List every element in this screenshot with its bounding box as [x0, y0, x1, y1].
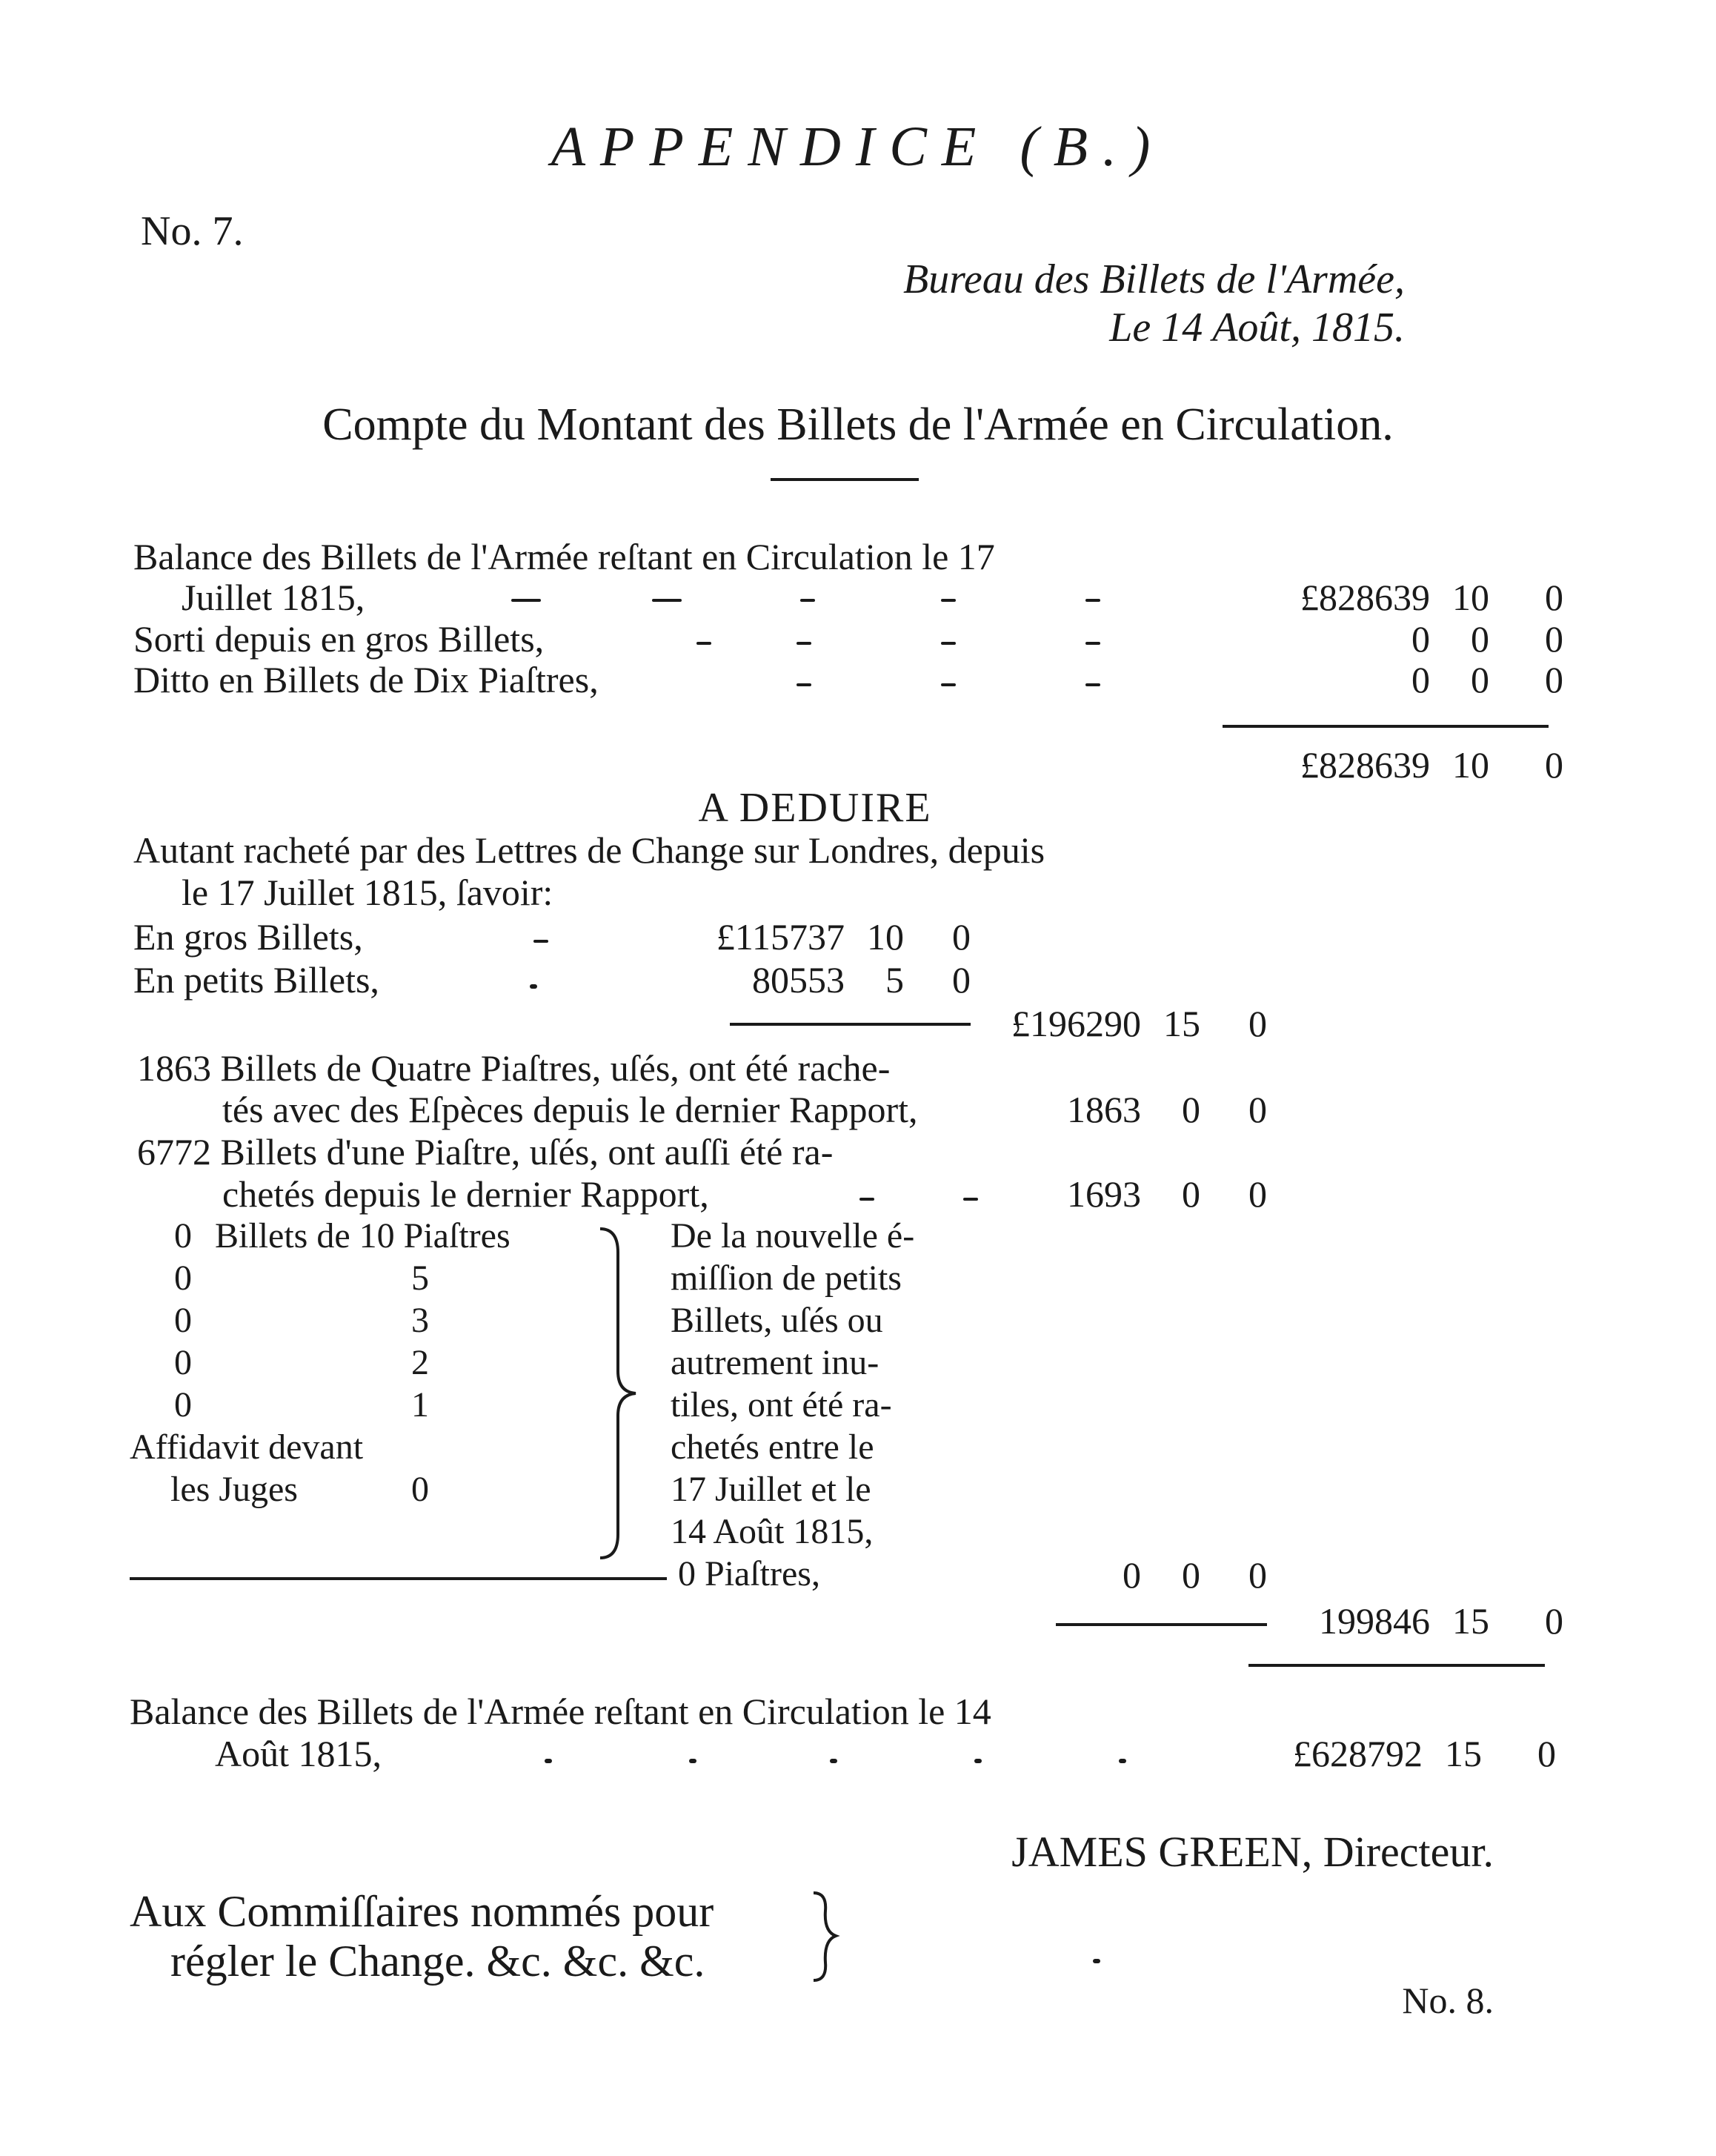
subtotal-shillings: 10	[1452, 744, 1489, 786]
new-issue-denom: 2	[411, 1343, 429, 1382]
subtotal-rule	[1223, 725, 1549, 728]
deduct-total-shillings: 15	[1452, 1600, 1489, 1642]
new-issue-rule	[130, 1577, 667, 1580]
deduct-heading: A DEDUIRE	[698, 785, 932, 831]
balance-end-pence: 0	[1537, 1733, 1556, 1774]
issued-ten-shillings: 0	[1471, 659, 1489, 700]
issued-large-pence: 0	[1545, 618, 1563, 660]
one-piastre-pounds: 1693	[1067, 1173, 1141, 1215]
curly-brace	[593, 1223, 645, 1564]
one-piastre-line1: 6772 Billets d'une Piaſtre, uſés, ont auſſi été ra-	[137, 1131, 834, 1172]
new-issue-denom: 5	[411, 1258, 429, 1298]
one-piastre-line2: chetés depuis le dernier Rapport,	[222, 1173, 709, 1215]
document-number: No. 7.	[141, 208, 244, 254]
new-issue-count: 0	[174, 1385, 192, 1424]
four-piastre-line2: tés avec des Eſpèces depuis le dernier Rapport,	[222, 1089, 918, 1130]
new-issue-note-line: 14 Août 1815,	[671, 1512, 874, 1551]
large-bills-shillings: 10	[867, 916, 904, 958]
deduct-intro-line2: le 17 Juillet 1815, ſavoir:	[182, 872, 553, 913]
deduct-total-pounds: 199846	[1319, 1600, 1430, 1642]
new-issue-count: 0	[174, 1343, 192, 1382]
new-issue-note-line: Billets, uſés ou	[671, 1301, 883, 1340]
deduct-total-rule	[1056, 1623, 1267, 1626]
balance-start-line1: Balance des Billets de l'Armée reſtant en Circulation le 17	[133, 536, 995, 577]
balance-start-pence: 0	[1545, 577, 1563, 618]
large-bills-pounds: £115737	[716, 916, 845, 958]
issued-large-shillings: 0	[1471, 618, 1489, 660]
leader-dot	[1119, 1759, 1126, 1763]
new-issue-denom: 3	[411, 1301, 429, 1340]
one-piastre-pence: 0	[1248, 1173, 1267, 1215]
large-bills-label: En gros Billets,	[133, 916, 363, 958]
bills-total-shillings: 15	[1163, 1003, 1200, 1044]
leader-dash	[859, 1198, 874, 1201]
leader-dash	[1085, 642, 1100, 645]
issued-ten-pounds: 0	[1411, 659, 1430, 700]
leader-dash	[533, 940, 548, 943]
new-issue-shillings: 0	[1182, 1554, 1200, 1596]
signature: JAMES GREEN, Directeur.	[1011, 1828, 1494, 1876]
leader-dash	[1085, 683, 1100, 686]
leader-dash	[511, 599, 541, 602]
address-line2: régler le Change. &c. &c. &c.	[170, 1937, 705, 1986]
small-bills-pence: 0	[952, 959, 971, 1001]
new-issue-note-line: De la nouvelle é-	[671, 1216, 915, 1256]
new-issue-count: 0	[174, 1216, 192, 1256]
leader-dot	[830, 1759, 837, 1763]
leader-dash	[800, 599, 815, 602]
leader-dash	[941, 599, 956, 602]
deduct-total-pence: 0	[1545, 1600, 1563, 1642]
new-issue-note-line: autrement inu-	[671, 1343, 879, 1382]
new-issue-note-line: tiles, ont été ra-	[671, 1385, 892, 1424]
leader-dash	[963, 1198, 978, 1201]
issued-ten-pence: 0	[1545, 659, 1563, 700]
leader-dash	[797, 642, 811, 645]
new-issue-pence: 0	[1248, 1554, 1267, 1596]
deduct-intro-line1: Autant racheté par des Lettres de Change sur Londres, depuis	[133, 829, 1045, 871]
issued-ten-label: Ditto en Billets de Dix Piaſtres,	[133, 659, 599, 700]
leader-dot	[545, 1759, 552, 1763]
leader-dash	[797, 683, 811, 686]
new-issue-note-line: chetés entre le	[671, 1427, 874, 1467]
document-date: Le 14 Août, 1815.	[1109, 305, 1405, 351]
large-bills-pence: 0	[952, 916, 971, 958]
address-line1: Aux Commiſſaires nommés pour	[130, 1887, 714, 1936]
leader-dash	[696, 642, 711, 645]
leader-dot	[689, 1759, 696, 1763]
subtotal-pence: 0	[1545, 744, 1563, 786]
balance-end-pounds: £628792	[1293, 1733, 1423, 1774]
bills-total-rule	[730, 1023, 971, 1026]
bills-total-pounds: £196290	[1011, 1003, 1141, 1044]
new-issue-note-line: 17 Juillet et le	[671, 1470, 871, 1509]
address-brace	[808, 1888, 840, 1985]
leader-dot	[530, 984, 537, 989]
affidavit-count: 0	[411, 1470, 429, 1509]
new-issue-denom: 1	[411, 1385, 429, 1424]
balance-end-line2: Août 1815,	[215, 1733, 382, 1774]
deduct-total-underline	[1248, 1664, 1545, 1667]
small-bills-shillings: 5	[885, 959, 904, 1001]
new-issue-note-line: miſſion de petits	[671, 1258, 902, 1298]
issued-large-pounds: 0	[1411, 618, 1430, 660]
next-page-number: No. 8.	[1402, 1980, 1494, 2021]
new-issue-count: 0	[174, 1301, 192, 1340]
small-bills-label: En petits Billets,	[133, 959, 379, 1001]
stray-dot	[1093, 1959, 1100, 1963]
heading-rule	[771, 478, 919, 481]
four-piastre-line1: 1863 Billets de Quatre Piaſtres, uſés, ont été rache-	[137, 1047, 891, 1089]
leader-dash	[941, 683, 956, 686]
new-issue-piastres: 0 Piaſtres,	[678, 1554, 820, 1593]
balance-end-shillings: 15	[1445, 1733, 1482, 1774]
new-issue-denom: Billets de 10 Piaſtres	[215, 1216, 511, 1256]
leader-dash	[1085, 599, 1100, 602]
appendix-title: APPENDICE (B.)	[551, 116, 1165, 178]
leader-dash	[652, 599, 682, 602]
four-piastre-pence: 0	[1248, 1089, 1267, 1130]
four-piastre-shillings: 0	[1182, 1089, 1200, 1130]
new-issue-count: 0	[174, 1258, 192, 1298]
balance-start-pounds: £828639	[1300, 577, 1430, 618]
balance-start-shillings: 10	[1452, 577, 1489, 618]
affidavit-line1: Affidavit devant	[130, 1427, 364, 1467]
new-issue-pounds: 0	[1123, 1554, 1141, 1596]
balance-end-line1: Balance des Billets de l'Armée reſtant en Circulation le 14	[130, 1691, 991, 1732]
leader-dash	[941, 642, 956, 645]
small-bills-pounds: 80553	[752, 959, 845, 1001]
balance-start-line2: Juillet 1815,	[182, 577, 365, 618]
office-name: Bureau des Billets de l'Armée,	[902, 256, 1405, 302]
four-piastre-pounds: 1863	[1067, 1089, 1141, 1130]
bills-total-pence: 0	[1248, 1003, 1267, 1044]
leader-dot	[974, 1759, 982, 1763]
affidavit-line2: les Juges	[170, 1470, 298, 1509]
subtotal-pounds: £828639	[1300, 744, 1430, 786]
account-heading: Compte du Montant des Billets de l'Armée en Circulation.	[322, 399, 1394, 450]
issued-large-label: Sorti depuis en gros Billets,	[133, 618, 545, 660]
one-piastre-shillings: 0	[1182, 1173, 1200, 1215]
